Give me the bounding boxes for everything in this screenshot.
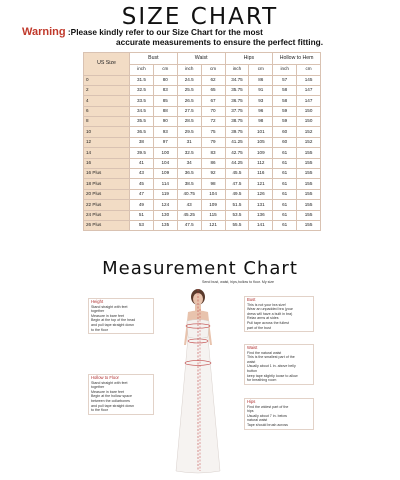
measurement-cell: 101 bbox=[249, 127, 273, 137]
measurement-cell: 24.5 bbox=[177, 75, 201, 85]
measurement-cell: 61 bbox=[273, 148, 297, 158]
measurement-cell: 51 bbox=[130, 210, 154, 220]
measurement-cell: 34.75 bbox=[225, 75, 249, 85]
measurement-chart-title: Measurement Chart bbox=[102, 258, 298, 279]
measurement-cell: 36.75 bbox=[225, 96, 249, 106]
measurement-cell: 83 bbox=[153, 85, 177, 95]
header-hollow-to-hem: Hollow to Hem bbox=[273, 53, 321, 65]
size-cell: 18 Plus bbox=[84, 179, 130, 189]
measurement-cell: 59 bbox=[273, 106, 297, 116]
measurement-cell: 152 bbox=[297, 137, 321, 147]
measurement-cell: 155 bbox=[297, 158, 321, 168]
measurement-cell: 36.5 bbox=[130, 127, 154, 137]
measurement-cell: 86 bbox=[201, 158, 225, 168]
measurement-cell: 58 bbox=[273, 85, 297, 95]
waist-line: Find the natural waist bbox=[247, 350, 282, 355]
waist-line: waist bbox=[247, 359, 256, 364]
measurement-cell: 25.5 bbox=[177, 85, 201, 95]
measurement-cell: 80 bbox=[153, 75, 177, 85]
table-row bbox=[84, 158, 321, 168]
waist-title: Waist bbox=[247, 345, 258, 350]
measurement-cell: 130 bbox=[153, 210, 177, 220]
table-row bbox=[84, 96, 321, 106]
measurement-cell: 85 bbox=[153, 96, 177, 106]
measurement-cell: 41.25 bbox=[225, 137, 249, 147]
measurement-cell: 43 bbox=[130, 169, 154, 179]
measurement-cell: 104 bbox=[201, 189, 225, 199]
hips-line: Usually about 7 in. below bbox=[247, 413, 287, 418]
measurement-cell: 147 bbox=[297, 85, 321, 95]
size-cell: 24 Plus bbox=[84, 210, 130, 220]
table-row bbox=[84, 169, 321, 179]
measurement-cell: 150 bbox=[297, 117, 321, 127]
measurement-cell: 36.5 bbox=[177, 169, 201, 179]
size-cell: 14 bbox=[84, 148, 130, 158]
measurement-cell: 86 bbox=[249, 75, 273, 85]
table-row bbox=[84, 179, 321, 189]
unit-cell: cm bbox=[153, 64, 177, 75]
measurement-cell: 147 bbox=[297, 96, 321, 106]
measurement-cell: 43 bbox=[177, 200, 201, 210]
height-line: together bbox=[91, 309, 105, 314]
measurement-cell: 155 bbox=[297, 148, 321, 158]
table-row bbox=[84, 75, 321, 85]
measurement-cell: 28.5 bbox=[177, 117, 201, 127]
model-figure-illustration bbox=[158, 285, 244, 475]
measurement-cell: 65 bbox=[201, 85, 225, 95]
measurement-cell: 109 bbox=[249, 148, 273, 158]
measurement-cell: 60 bbox=[273, 127, 297, 137]
measurement-cell: 88 bbox=[153, 106, 177, 116]
measurement-cell: 27.5 bbox=[177, 106, 201, 116]
measurement-cell: 29.5 bbox=[177, 127, 201, 137]
measurement-cell: 97 bbox=[153, 137, 177, 147]
measurement-cell: 91 bbox=[249, 85, 273, 95]
measurement-cell: 47.5 bbox=[225, 179, 249, 189]
measurement-cell: 61 bbox=[273, 179, 297, 189]
top-note: Send bust, waist, hips,hollow to floor. My size bbox=[201, 280, 275, 284]
measurement-cell: 155 bbox=[297, 210, 321, 220]
hips-line: Tape should brush across bbox=[247, 422, 288, 427]
size-cell: 16 bbox=[84, 158, 130, 168]
bust-line: Pull tape across the fullest bbox=[247, 320, 289, 325]
measurement-cell: 39.75 bbox=[225, 127, 249, 137]
header-us-size: US Size bbox=[84, 53, 130, 76]
unit-cell: inch bbox=[273, 64, 297, 75]
measurement-cell: 39.5 bbox=[130, 148, 154, 158]
size-cell: 20 Plus bbox=[84, 189, 130, 199]
waist-line: keep tape slightly loose to allow bbox=[247, 373, 298, 378]
measurement-cell: 121 bbox=[201, 220, 225, 230]
waist-line: This is the smallest part of the bbox=[247, 355, 295, 360]
unit-cell: cm bbox=[201, 64, 225, 75]
measurement-cell: 105 bbox=[249, 137, 273, 147]
measurement-cell: 155 bbox=[297, 189, 321, 199]
measurement-cell: 62 bbox=[201, 75, 225, 85]
measurement-cell: 35.75 bbox=[225, 85, 249, 95]
measurement-cell: 47 bbox=[130, 189, 154, 199]
unit-cell: cm bbox=[297, 64, 321, 75]
measurement-cell: 93 bbox=[153, 127, 177, 137]
measurement-cell: 126 bbox=[249, 189, 273, 199]
waist-line: for breathing room bbox=[247, 378, 277, 383]
table-row bbox=[84, 189, 321, 199]
measurement-cell: 32.5 bbox=[177, 148, 201, 158]
height-line: Begin at the top of the head bbox=[91, 318, 136, 323]
hollow-to-floor-line: Stand straight with feet bbox=[91, 380, 128, 385]
table-row bbox=[84, 106, 321, 116]
hollow-to-floor-line: to the floor bbox=[91, 408, 108, 413]
bust-line: part of the bust bbox=[247, 325, 271, 330]
measurement-cell: 44.25 bbox=[225, 158, 249, 168]
measurement-cell: 59 bbox=[273, 117, 297, 127]
measurement-cell: 104 bbox=[153, 158, 177, 168]
measurement-cell: 53 bbox=[130, 220, 154, 230]
hips-line: Find the widest part of the bbox=[247, 404, 289, 409]
hollow-to-floor-line: between the collarbones bbox=[91, 398, 130, 403]
waist-line: button bbox=[247, 368, 257, 373]
measurement-cell: 45 bbox=[130, 179, 154, 189]
measurement-cell: 57 bbox=[273, 75, 297, 85]
size-cell: 22 Plus bbox=[84, 200, 130, 210]
hollow-to-floor-line: Begin at the hollow space bbox=[91, 394, 132, 399]
bust-line: This is not your bra size! bbox=[247, 302, 286, 307]
hollow-to-floor-line: together bbox=[91, 385, 105, 390]
table-header-row bbox=[84, 53, 321, 65]
measurement-cell: 155 bbox=[297, 169, 321, 179]
measurement-cell: 32.5 bbox=[130, 85, 154, 95]
table-row bbox=[84, 127, 321, 137]
measurement-cell: 45.25 bbox=[177, 210, 201, 220]
header-bust: Bust bbox=[130, 53, 178, 65]
measurement-cell: 83 bbox=[201, 148, 225, 158]
measurement-cell: 155 bbox=[297, 200, 321, 210]
measurement-cell: 38.5 bbox=[177, 179, 201, 189]
measurement-cell: 100 bbox=[153, 148, 177, 158]
size-cell: 16 Plus bbox=[84, 169, 130, 179]
table-row bbox=[84, 85, 321, 95]
hips-title: Hips bbox=[247, 399, 256, 404]
measurement-cell: 51.5 bbox=[225, 200, 249, 210]
measurement-cell: 131 bbox=[249, 200, 273, 210]
measurement-cell: 40.75 bbox=[177, 189, 201, 199]
size-cell: 8 bbox=[84, 117, 130, 127]
measurement-cell: 33.5 bbox=[130, 96, 154, 106]
hips-line: hips bbox=[247, 409, 254, 414]
bust-line: Wear an unpadded bra (your bbox=[247, 307, 293, 312]
measurement-cell: 114 bbox=[153, 179, 177, 189]
measurement-cell: 49 bbox=[130, 200, 154, 210]
size-chart-title: SIZE CHART bbox=[121, 4, 279, 30]
hips-panel bbox=[244, 398, 314, 430]
bust-title: Bust bbox=[247, 297, 256, 302]
size-cell: 0 bbox=[84, 75, 130, 85]
size-table-body bbox=[84, 75, 321, 231]
measurement-cell: 34 bbox=[177, 158, 201, 168]
bust-line: dress will have a built in bra) bbox=[247, 311, 293, 316]
measurement-cell: 42.75 bbox=[225, 148, 249, 158]
hollow-to-floor-title: Hollow to Floor bbox=[91, 375, 119, 380]
measurement-cell: 92 bbox=[201, 169, 225, 179]
unit-cell: inch bbox=[225, 64, 249, 75]
measurement-cell: 37.75 bbox=[225, 106, 249, 116]
hollow-to-floor-line: Measure in bare feet bbox=[91, 389, 124, 394]
measurement-cell: 155 bbox=[297, 220, 321, 230]
table-row bbox=[84, 137, 321, 147]
warning-text-2: accurate measurements to ensure the perfect fitting. bbox=[116, 37, 324, 47]
measurement-cell: 135 bbox=[153, 220, 177, 230]
measurement-cell: 31.5 bbox=[130, 75, 154, 85]
measurement-cell: 31 bbox=[177, 137, 201, 147]
measurement-cell: 109 bbox=[201, 200, 225, 210]
table-row bbox=[84, 117, 321, 127]
unit-cell: inch bbox=[130, 64, 154, 75]
measurement-cell: 67 bbox=[201, 96, 225, 106]
measurement-cell: 75 bbox=[201, 127, 225, 137]
measurement-cell: 45.5 bbox=[225, 169, 249, 179]
measurement-cell: 41 bbox=[130, 158, 154, 168]
measurement-cell: 119 bbox=[153, 189, 177, 199]
measurement-cell: 35.5 bbox=[130, 117, 154, 127]
measurement-cell: 109 bbox=[153, 169, 177, 179]
measurement-cell: 124 bbox=[153, 200, 177, 210]
size-cell: 26 Plus bbox=[84, 220, 130, 230]
measurement-cell: 116 bbox=[249, 169, 273, 179]
warning-label: Warning bbox=[22, 26, 66, 38]
measurement-cell: 61 bbox=[273, 158, 297, 168]
measurement-cell: 70 bbox=[201, 106, 225, 116]
hips-line: natural waist bbox=[247, 418, 268, 423]
measurement-cell: 98 bbox=[201, 179, 225, 189]
measurement-cell: 26.5 bbox=[177, 96, 201, 106]
measurement-cell: 155 bbox=[297, 179, 321, 189]
height-line: and pull tape straight down bbox=[91, 322, 134, 327]
table-row bbox=[84, 210, 321, 220]
measurement-cell: 47.5 bbox=[177, 220, 201, 230]
measurement-cell: 38 bbox=[130, 137, 154, 147]
waist-panel bbox=[244, 344, 314, 385]
measurement-cell: 150 bbox=[297, 106, 321, 116]
measurement-cell: 61 bbox=[273, 210, 297, 220]
height-line: Measure in bare feet bbox=[91, 313, 124, 318]
height-title: Height bbox=[91, 299, 104, 304]
measurement-cell: 79 bbox=[201, 137, 225, 147]
size-cell: 10 bbox=[84, 127, 130, 137]
measurement-cell: 61 bbox=[273, 220, 297, 230]
measurement-cell: 58 bbox=[273, 96, 297, 106]
measurement-cell: 53.5 bbox=[225, 210, 249, 220]
measurement-cell: 38.75 bbox=[225, 117, 249, 127]
hollow-to-floor-line: and pull tape straight down bbox=[91, 403, 134, 408]
measurement-cell: 98 bbox=[249, 117, 273, 127]
measurement-cell: 145 bbox=[297, 75, 321, 85]
measurement-cell: 61 bbox=[273, 189, 297, 199]
waist-line: Usually about 1 in. above belly bbox=[247, 364, 296, 369]
bust-panel bbox=[244, 296, 314, 332]
measurement-cell: 60 bbox=[273, 137, 297, 147]
measurement-cell: 90 bbox=[153, 117, 177, 127]
bust-line: Relax arms at sides bbox=[247, 316, 279, 321]
height-panel bbox=[88, 298, 154, 334]
height-line: Stand straight with feet bbox=[91, 304, 128, 309]
size-cell: 2 bbox=[84, 85, 130, 95]
size-cell: 12 bbox=[84, 137, 130, 147]
size-table bbox=[83, 52, 321, 231]
header-waist: Waist bbox=[177, 53, 225, 65]
size-cell: 6 bbox=[84, 106, 130, 116]
table-row bbox=[84, 148, 321, 158]
warning-note bbox=[22, 27, 382, 47]
height-line: to the floor bbox=[91, 327, 108, 332]
measurement-cell: 96 bbox=[249, 106, 273, 116]
unit-cell: inch bbox=[177, 64, 201, 75]
unit-cell: cm bbox=[249, 64, 273, 75]
table-row bbox=[84, 220, 321, 230]
header-hips: Hips bbox=[225, 53, 273, 65]
measurement-cell: 93 bbox=[249, 96, 273, 106]
measurement-cell: 61 bbox=[273, 169, 297, 179]
measurement-cell: 152 bbox=[297, 127, 321, 137]
hollow-to-floor-panel bbox=[88, 374, 154, 415]
measurement-cell: 121 bbox=[249, 179, 273, 189]
measurement-cell: 115 bbox=[201, 210, 225, 220]
measurement-cell: 141 bbox=[249, 220, 273, 230]
measurement-cell: 49.5 bbox=[225, 189, 249, 199]
measurement-cell: 61 bbox=[273, 200, 297, 210]
measurement-diagram bbox=[88, 280, 314, 476]
measurement-cell: 55.5 bbox=[225, 220, 249, 230]
measurement-cell: 72 bbox=[201, 117, 225, 127]
measurement-cell: 112 bbox=[249, 158, 273, 168]
warning-text-1: :Please kindly refer to our Size Chart for the most bbox=[65, 27, 263, 37]
measurement-cell: 136 bbox=[249, 210, 273, 220]
size-cell: 4 bbox=[84, 96, 130, 106]
measurement-cell: 34.5 bbox=[130, 106, 154, 116]
table-row bbox=[84, 200, 321, 210]
